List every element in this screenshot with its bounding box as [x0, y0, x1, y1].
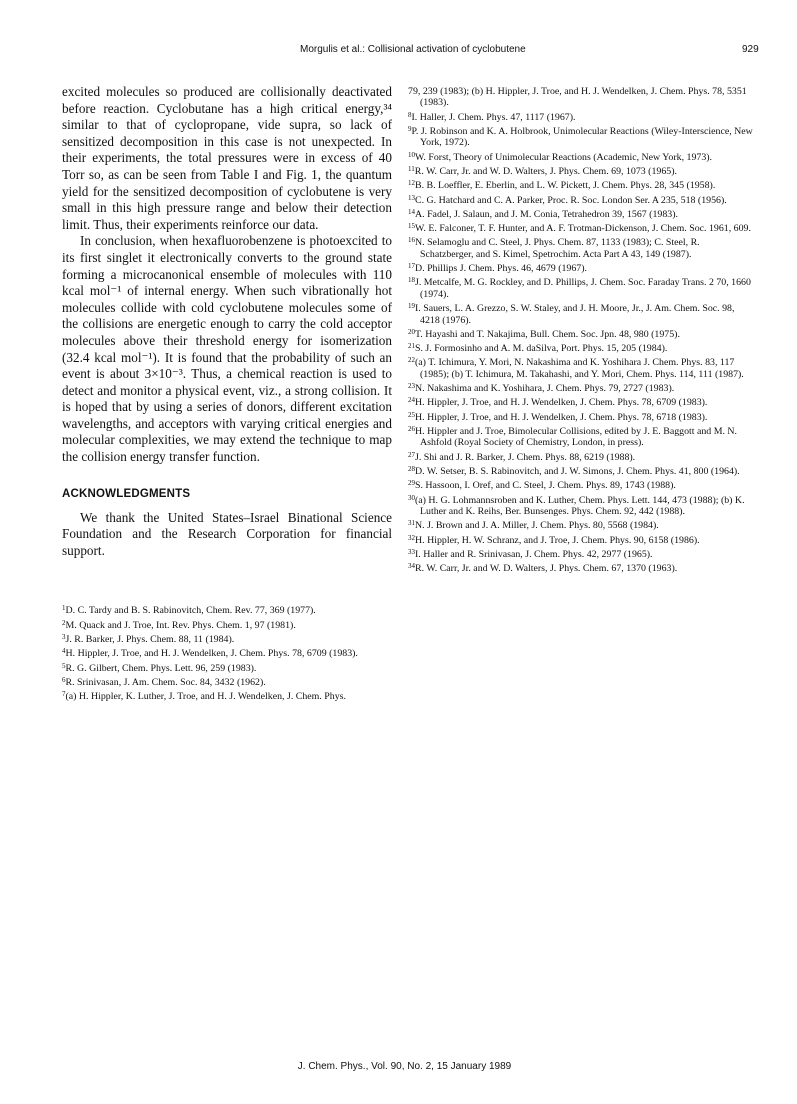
reference-number: 16 — [408, 236, 415, 245]
reference-text: H. Hippler and J. Troe, Bimolecular Collisions, edited by J. E. Baggott and M. N. Ashfold (Royal Society of Chemistry, London, in press). — [415, 426, 738, 449]
reference-number: 2 — [62, 618, 66, 627]
reference-text: D. W. Setser, B. S. Rabinovitch, and J. W. Simons, J. Chem. Phys. 41, 800 (1964). — [415, 466, 740, 478]
reference-number: 32 — [408, 533, 415, 542]
reference-item — [62, 618, 392, 631]
reference-text: C. G. Hatchard and C. A. Parker, Proc. R. Soc. London Ser. A 235, 518 (1956). — [415, 194, 727, 206]
reference-item — [408, 518, 753, 531]
left-column — [62, 84, 392, 704]
reference-text: H. Hippler, J. Troe, and H. J. Wendelken, J. Chem. Phys. 78, 6718 (1983). — [415, 411, 708, 423]
reference-item — [62, 689, 392, 702]
reference-item — [408, 533, 753, 546]
reference-item — [408, 464, 753, 477]
reference-item — [408, 327, 753, 340]
references-left — [62, 603, 392, 702]
acknowledgments-heading: ACKNOWLEDGMENTS — [62, 487, 191, 500]
reference-text: N. Selamoglu and C. Steel, J. Phys. Chem. 87, 1133 (1983); C. Steel, R. Schatzberger, and S. Kimel, Spetrochim. Acta Part A 43, 149 (1987). — [415, 237, 700, 260]
reference-item — [408, 547, 753, 560]
reference-item — [408, 355, 753, 380]
reference-item — [408, 341, 753, 354]
reference-item — [62, 646, 392, 659]
reference-number: 1 — [62, 604, 66, 613]
reference-number: 13 — [408, 193, 415, 202]
acknowledgments-text: We thank the United States–Israel Binational Science Foundation and the Research Corporation for financial support. — [62, 509, 392, 558]
reference-text: R. Srinivasan, J. Am. Chem. Soc. 84, 3432 (1962). — [65, 676, 266, 688]
reference-number: 17 — [408, 262, 415, 271]
reference-text: W. E. Falconer, T. F. Hunter, and A. F. Trotman-Dickenson, J. Chem. Soc. 1961, 609. — [415, 223, 751, 235]
reference-text: R. G. Gilbert, Chem. Phys. Lett. 96, 259 (1983). — [65, 662, 257, 674]
reference-number: 9 — [408, 125, 412, 133]
reference-item — [408, 164, 753, 177]
reference-text: H. Hippler, J. Troe, and H. J. Wendelken, J. Chem. Phys. 78, 6709 (1983). — [415, 397, 708, 409]
reference-item — [62, 675, 392, 688]
reference-number: 8 — [408, 110, 412, 119]
reference-number: 6 — [62, 675, 66, 684]
reference-number: 29 — [408, 479, 415, 488]
reference-text: J. R. Barker, J. Phys. Chem. 88, 11 (1984). — [65, 634, 235, 646]
reference-item — [408, 410, 753, 423]
reference-number: 22 — [408, 356, 415, 365]
reference-text: I. Haller and R. Srinivasan, J. Chem. Phys. 42, 2977 (1965). — [415, 548, 653, 560]
reference-item — [408, 395, 753, 408]
reference-number: 25 — [408, 410, 415, 419]
reference-text: R. W. Carr, Jr. and W. D. Walters, J. Phys. Chem. 69, 1073 (1965). — [414, 166, 677, 177]
reference-number: 14 — [408, 207, 415, 216]
reference-item — [408, 178, 753, 191]
reference-text: R. W. Carr, Jr. and W. D. Walters, J. Phys. Chem. 67, 1370 (1963). — [415, 563, 678, 575]
reference-number: 30 — [408, 493, 415, 502]
reference-number: 19 — [408, 302, 415, 311]
reference-item — [408, 381, 753, 394]
reference-text: J. Shi and J. R. Barker, J. Chem. Phys. 88, 6219 (1988). — [415, 451, 636, 463]
reference-number: 4 — [62, 647, 66, 656]
reference-text: H. Hippler, J. Troe, and H. J. Wendelken, J. Chem. Phys. 78, 6709 (1983). — [65, 648, 358, 660]
reference-item — [408, 301, 753, 326]
reference-text: D. Phillips J. Chem. Phys. 46, 4679 (1967). — [415, 263, 588, 275]
reference-text: M. Quack and J. Troe, Int. Rev. Phys. Chem. 1, 97 (1981). — [65, 619, 296, 631]
reference-item — [408, 221, 753, 234]
reference-text: T. Hayashi and T. Nakajima, Bull. Chem. Soc. Jpn. 48, 980 (1975). — [415, 328, 680, 340]
reference-text: N. Nakashima and K. Yoshihara, J. Chem. Phys. 79, 2727 (1983). — [415, 383, 675, 395]
reference-text: W. Forst, Theory of Unimolecular Reactions (Academic, New York, 1973). — [415, 151, 713, 163]
reference-item — [62, 661, 392, 674]
body-paragraph-1: excited molecules so produced are collisionally deactivated before reaction. Cyclobutane has a high critical energy,³⁴ similar to that of cyclopropane, vide supra, so lack of sensitized decomposition in this case is not unexpected. In their experiments, the total pressures were in excess of 40 Torr so, as can be seen from Table I and Fig. 1, the quantum yield for the sensitized decomposition of cyclobutene is very small in this high pressure range and below their detection limit. Thus, their experiments reinforce our data. — [62, 84, 392, 232]
reference-item — [408, 424, 753, 449]
reference-number: 11 — [408, 165, 415, 173]
reference-number: 23 — [408, 382, 415, 391]
reference-item — [408, 207, 753, 220]
reference-number: 20 — [408, 327, 415, 336]
reference-number: 27 — [408, 450, 415, 459]
reference-item — [408, 150, 753, 163]
reference-text: P. J. Robinson and K. A. Holbrook, Unimolecular Reactions (Wiley-Interscience, New York, 1972). — [411, 126, 753, 149]
reference-number: 24 — [408, 396, 415, 405]
reference-number: 21 — [408, 342, 415, 351]
reference-text: I. Haller, J. Chem. Phys. 47, 1117 (1967). — [411, 111, 576, 123]
reference-item — [408, 275, 753, 300]
reference-text: (a) H. Hippler, K. Luther, J. Troe, and H. J. Wendelken, J. Chem. Phys. — [65, 691, 346, 703]
reference-item — [62, 632, 392, 645]
reference-item — [408, 235, 753, 260]
reference-text: S. J. Formosinho and A. M. daSilva, Port. Phys. 15, 205 (1984). — [415, 343, 668, 355]
reference-number: 7 — [62, 690, 66, 699]
body-paragraph-2: In conclusion, when hexafluorobenzene is photoexcited to its first singlet it electronically converts to the ground state forming a microcanonical ensemble of molecules with 110 kcal mol⁻¹ of internal energy. When such vibrationally hot molecules collide with cold cyclobutene molecules some of the collisions are energetic enough to carry the cold acceptor molecules above their threshold energy for isomerization (32.4 kcal mol⁻¹). It is found that the probability of such an event is about 3×10⁻³. Thus, a chemical reaction is used to detect and monitor a physical event, viz., a strong collision. It is hoped that by using a series of donors, different excitation wavelengths, and acceptors with varying critical energies and molecular complexities, we may extend the technique to map the collision energy transfer function. — [62, 233, 392, 465]
reference-item — [408, 124, 753, 149]
reference-number: 3 — [62, 633, 66, 642]
reference-text: S. Hassoon, I. Oref, and C. Steel, J. Chem. Phys. 89, 1743 (1988). — [415, 480, 676, 492]
reference-item — [408, 193, 753, 206]
reference-item — [408, 450, 753, 463]
reference-text: J. Metcalfe, M. G. Rockley, and D. Phillips, J. Chem. Soc. Faraday Trans. 2 70, 1660 (1974). — [415, 277, 751, 300]
reference-item — [408, 561, 753, 574]
running-title: Morgulis et al.: Collisional activation of cyclobutene — [300, 44, 526, 55]
reference-number: 26 — [408, 425, 415, 434]
reference-number: 31 — [408, 519, 415, 528]
reference-number: 18 — [408, 276, 415, 285]
reference-text: I. Sauers, L. A. Grezzo, S. W. Staley, and J. H. Moore, Jr., J. Am. Chem. Soc. 98, 4218 (1976). — [415, 303, 735, 326]
journal-footer — [0, 1061, 797, 1072]
reference-item — [408, 261, 753, 274]
reference-text: N. J. Brown and J. A. Miller, J. Chem. Phys. 80, 5568 (1984). — [415, 520, 659, 532]
reference-text: (a) H. G. Lohmannsroben and K. Luther, Chem. Phys. Lett. 144, 473 (1988); (b) K. Luther and K. Reihs, Ber. Bunsenges. Phys. Chem. 92, 442 (1988). — [415, 494, 745, 518]
reference-item — [408, 478, 753, 491]
reference-number: 28 — [408, 465, 415, 474]
reference-text: A. Fadel, J. Salaun, and J. M. Conia, Tetrahedron 39, 1567 (1983). — [415, 208, 678, 220]
reference-item — [62, 603, 392, 616]
reference-text: (a) T. Ichimura, Y. Mori, N. Nakashima and K. Yoshihara J. Chem. Phys. 83, 117 (1985); (b) T. Ichimura, M. Takahashi, and Y. Mori, Chem. Phys. 114, 111 (1987). — [415, 357, 744, 380]
reference-number: 34 — [408, 562, 415, 571]
reference-text: 79, 239 (1983); (b) H. Hippler, J. Troe, and H. J. Wendelken, J. Chem. Phys. 78, 5351 (1983). — [408, 86, 747, 109]
right-column — [408, 84, 753, 576]
reference-number: 5 — [62, 661, 66, 670]
journal-citation: J. Chem. Phys., Vol. 90, No. 2, 15 January 1989 — [297, 1061, 512, 1072]
references-right — [408, 84, 753, 575]
reference-text: B. B. Loeffler, E. Eberlin, and L. W. Pickett, J. Chem. Phys. 28, 345 (1958). — [415, 180, 716, 192]
page-number: 929 — [742, 44, 759, 55]
reference-number: 33 — [408, 547, 415, 556]
reference-number: 12 — [408, 179, 415, 188]
reference-item — [408, 110, 753, 123]
reference-number: 10 — [408, 150, 415, 159]
reference-text: H. Hippler, H. W. Schranz, and J. Troe, J. Chem. Phys. 90, 6158 (1986). — [415, 534, 700, 546]
reference-item — [408, 84, 753, 109]
reference-number: 15 — [408, 222, 415, 231]
reference-text: D. C. Tardy and B. S. Rabinovitch, Chem. Rev. 77, 369 (1977). — [65, 605, 316, 617]
reference-item — [408, 493, 753, 518]
